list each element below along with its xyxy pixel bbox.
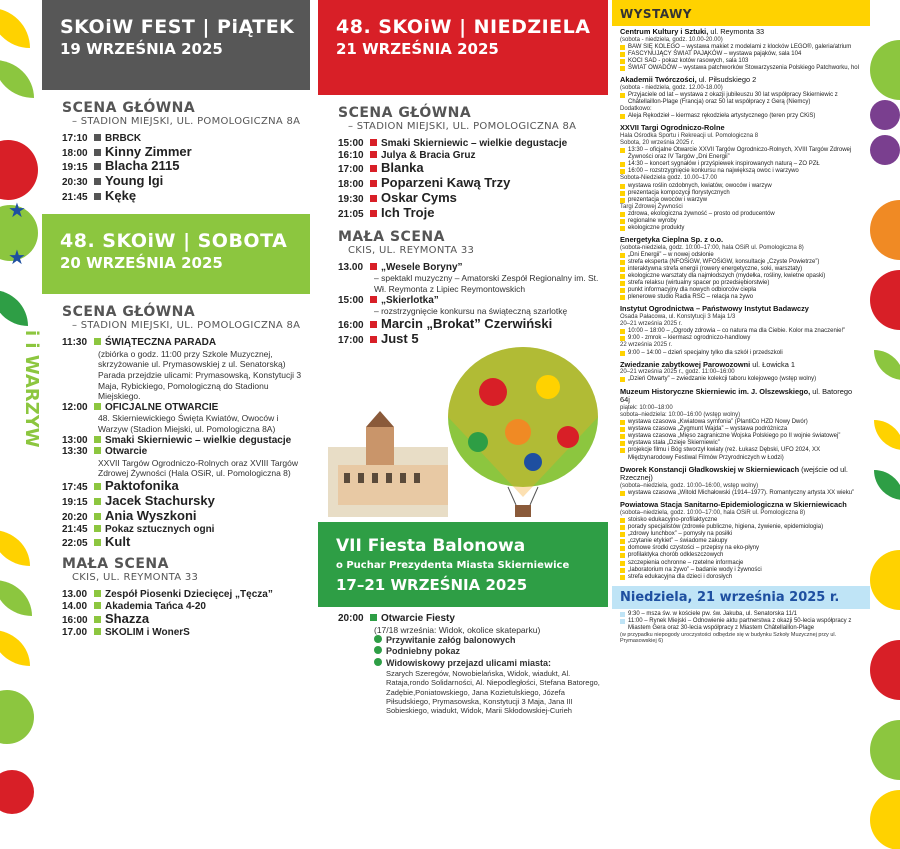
exhibit-block: XXVII Targi Ogrodniczo-Rolne Hala Ośrodka Sportu i Rekreacji ul. Pomologiczna 8 Sobota, 20 września 2025 r. 13:30 – oficjalne Otwarcie XXVII Targów Ogrodniczo-Rolnych, XVIII Targów Zdrowej Żywności oraz IV Targów „Dni Energii” 14:30 – koncert sygnałów i przyśpiewek inspirowanych naturą – ZO PZŁ 16:00 – rozstrzygnięcie konkursu na największą owoc i warzywo Sobota-Niedziela godz. 10.00–17.00 wystawa roślin ozdobnych, kwiatów, owoców i warzyw prezentacja kompozycji florystycznych prezentacja owoców i warzyw Targi Zdrowej Żywności zdrowa, ekologiczna żywność – prosto od producentów regionalne wyroby ekologiczne produkty bbox=[620, 123, 852, 231]
event-row: 19:30 Oskar Cyms bbox=[338, 189, 457, 205]
event-row: 11:30 ŚWIĄTECZNA PARADA bbox=[62, 337, 217, 349]
event-desc: (17/18 września: Widok, okolice skateparku) bbox=[374, 624, 541, 635]
balloon-illustration bbox=[318, 347, 608, 522]
event-row: 20:20 Ania Wyszkoni bbox=[62, 507, 197, 523]
event-row: 13.00 Zespół Piosenki Dziecięcej „Tęcza” bbox=[62, 589, 273, 601]
saturday-venue: SCENA GŁÓWNA – STADION MIEJSKI, UL. POMOLOGICZNA 8A bbox=[62, 304, 301, 332]
event-row: 17:00 Just 5 bbox=[338, 330, 419, 346]
exhibit-block: Instytut Ogrodnictwa – Państwowy Instytut Badawczy Osada Pałacowa, ul. Konstytucji 3 Maja 1/3 20–21 września 2025 r. 10:00 – 18:00 – „Ogrody zdrowia – co natura ma dla Ciebie. Kolor ma znaczenie!” 9:00 - zmrok – kiermasz ogrodniczo-handlowy 22 września 2025 r. 9:00 – 14:00 – dzień specjalny tylko dla szkół i przedszkoli bbox=[620, 304, 846, 356]
event-row: 19:15 Jacek Stachursky bbox=[62, 492, 215, 508]
event-desc: (zbiórka o godz. 11:00 przy Szkole Muzycznej, skrzyżowanie ul. Prymasowskiej z ul. Senatorską) Parada przejdzie ulicami: Prymasowską, Konstytucji 3 Maja, Rybickiego, Pomologiczną do Stadionu Miejskiego. bbox=[98, 348, 302, 402]
saturday-title: 48. SKOiW | SOBOTA bbox=[60, 230, 288, 253]
event-row: 15:00 „Skierlotka” bbox=[338, 294, 439, 306]
exhibit-block: Zwiedzanie zabytkowej Parowozowni ul. Łowicka 1 20–21 września 2025 r., godz. 11:00–16:00 „Dzień Otwarty” – zwiedzanie kolekcji taboru kolejowego (wstęp wolny) bbox=[620, 359, 817, 383]
event-row: 16:00 Marcin „Brokat” Czerwiński bbox=[338, 315, 553, 331]
event-row: 12:00 OFICJALNE OTWARCIE bbox=[62, 401, 219, 413]
event-row: 16:00 Shazza bbox=[62, 611, 150, 627]
event-row: 20:30 Young Igi bbox=[62, 173, 164, 189]
column-wystawy bbox=[612, 0, 870, 647]
event-row: 13:30 Otwarcie bbox=[62, 446, 148, 458]
saturday-small-events bbox=[42, 589, 310, 638]
exhibit-block: Centrum Kultury i Sztuki, ul. Reymonta 33 (sobota - niedziela, godz. 10.00-20.00) BAW SIĘ KOLEGO – wystawa makiet z modelami z klocków LEGO®, galeria/atrium FASCYNUJĄCY ŚWIAT PAJĄKÓW – wystawa pająków, sala 104 KOCI SAD - pokaz kotów rasowych, sala 103 ŚWIAT OWADÓW – wystawa patchworków Stowarzyszenia Polskiego Patchworku, hol bbox=[620, 27, 859, 72]
exhibit-block: Energetyka Cieplna Sp. z o.o. (sobota-niedziela, godz. 10:00–17:00, hala OSiR ul. Pomologiczna 8) „Dni Energii” – w nowej odsłonie strefa eksperta (NFOŚiGW, WFOŚiGW, konsultacje „Czyste Powietrze”) interaktywna strefa energii (rowery energetyczne, soki, warsztaty) ekologiczne warsztaty dla najmłodszych (mydełka, rośliny, kwietne opaski) strefa relaksu (wirtualny spacer po przedsiębiorstwie) punkt informacyjny dla nowych odbiorców ciepła plenerowe studio Radia RSC – relacja na żywo bbox=[620, 235, 826, 301]
event-row: 20:00 Otwarcie Fiesty bbox=[338, 613, 455, 624]
exhibit-block: Akademii Twórczości, ul. Piłsudskiego 2 (sobota - niedziela, godz. 12.00-18.00) Przyjaciele od lat – wystawa z okazji jubileuszu 30 lat współpracy Skierniewic z Châtellaillon-Plage (Francja) oraz 50 lat współpracy z Gerą (Niemcy) Dodatkowo: Aleja Rękodzieł – kiermasz rękodzieła artystycznego (teren przy CKiS) bbox=[620, 75, 838, 120]
exhibit-block: 9:30 – msza św. w kościele pw. św. Jakuba, ul. Senatorska 11/1 11:00 – Rynek Miejski – Odnowienie aktu partnerstwa z okazji 50-lecia współpracy z Miastem Gera oraz 30-lecia współpracy z Miastem Châtellaillon-Plage (w przypadku niepogody uroczystości odbędzie się w budynku Szkoły Muzycznej przy ul. Prymasowskiej 6) bbox=[620, 610, 852, 645]
left-decoration bbox=[0, 0, 42, 849]
right-decoration bbox=[870, 0, 900, 849]
friday-title: SKOiW FEST | PiĄTEK bbox=[60, 16, 295, 38]
event-row: 13:00 Smaki Skierniewic – wielkie degustacje bbox=[62, 434, 292, 446]
friday-events bbox=[42, 133, 310, 204]
star-icon: ★ bbox=[8, 247, 26, 269]
balloon-icon bbox=[318, 347, 608, 522]
exhibit-block: Muzeum Historyczne Skierniewic im. J. Olszewskiego, ul. Batorego 64j piątek: 10:00–18:00 sobota–niedziela: 10:00–16:00 (wstęp wolny) wystawa czasowa „Kwiatowa symfonia” (PlantiCo HZD Nowy Dwór) wystawa czasowa „Zygmunt Wajda” – wystawa podróżnicza wystawa czasowa „Mięso zagraniczne Wojska Polskiego po II wojnie światowej” wystawa stała „Dzieje Skierniewic” projekcje filmu i Bóg stworzył kwiaty (reż. Łukasz Dębski, UFO 2024, XX Międzynarodowy Festiwal Filmów Przyrodniczych w Łodzi) bbox=[620, 386, 853, 461]
saturday-date: 20 WRZEŚNIA 2025 bbox=[60, 254, 223, 272]
event-row: 22:05 Kult bbox=[62, 534, 131, 550]
sunday-events bbox=[318, 138, 608, 221]
fiesta-subtitle: o Puchar Prezydenta Miasta Skierniewice bbox=[336, 559, 570, 571]
event-desc: – spektakl muzyczny – Amatorski Zespół Regionalny im. St. Wł. Reymonta z Lipiec Reymontowskich bbox=[374, 273, 599, 294]
friday-date: 19 WRZEŚNIA 2025 bbox=[60, 39, 223, 58]
event-row: 18:00 Kinny Zimmer bbox=[62, 143, 192, 159]
friday-banner bbox=[42, 0, 310, 90]
event-desc: 48. Skierniewickiego Święta Kwiatów, Owoców i Warzyw (Stadion Miejski, ul. Pomologiczna 8A) bbox=[98, 413, 279, 434]
list-item: Podniebny pokaz bbox=[374, 646, 608, 657]
exhibit-block: Powiatowa Stacja Sanitarno-Epidemiologiczna w Skierniewicach (sobota–niedziela, godz. 10:00–17:00, hala OSiR ul. Pomologiczna 8) stoisko edukacyjno-profilaktyczne porady specjalistów (zdrowie publiczne, higiena, żywienie, epidemiologia) „zdrowy lunchbox” – pomysły na posiłki „czytanie etykiet” – świadome zakupy domowe środki czystości – przepisy na eko-płyny profilaktyka chorób odkleszczowych szczepienia ochronne – rzetelne informacje „laboratorium na żywo” – badanie wody i żywności strefa edukacyjna dla dzieci i dorosłych bbox=[620, 500, 847, 580]
fiesta-title: VII Fiesta Balonowa bbox=[336, 535, 526, 556]
side-text: i i WARZYW bbox=[21, 330, 42, 448]
saturday-banner bbox=[42, 214, 310, 294]
sunday-small-events bbox=[318, 262, 608, 347]
saturday-events bbox=[42, 337, 310, 550]
exhibit-block: Dworek Konstancji Gładkowskiej w Skierniewicach (wejście od ul. Rzecznej) (sobota–niedziela, godz. 10:00–16:00, wstęp wolny) wystawa czasowa „Witold Michałowski (1914–1977). Romantyczny artysta XX wieku” bbox=[620, 464, 855, 497]
saturday-small-venue: MAŁA SCENA CKIS, UL. REYMONTA 33 bbox=[62, 556, 199, 584]
sunday-small-venue: MAŁA SCENA CKIS, UL. REYMONTA 33 bbox=[338, 228, 475, 256]
event-row: 21:45 Kękę bbox=[62, 188, 137, 204]
event-row: 17:45 Paktofonika bbox=[62, 477, 179, 493]
event-row: 16:10 Julya & Bracia Gruz bbox=[338, 149, 476, 161]
column-sunday bbox=[318, 0, 608, 716]
list-item: Widowiskowy przejazd ulicami miasta: bbox=[374, 658, 608, 669]
fiesta-banner bbox=[318, 522, 608, 608]
event-row: 21:05 Ich Troje bbox=[338, 204, 435, 220]
event-row: 17:00 Blanka bbox=[338, 160, 424, 175]
wystawy-header: WYSTAWY bbox=[612, 0, 870, 26]
friday-venue: SCENA GŁÓWNA – STADION MIEJSKI, UL. POMOLOGICZNA 8A bbox=[62, 100, 301, 127]
fiesta-events bbox=[318, 613, 608, 716]
column-friday-saturday bbox=[42, 0, 310, 639]
event-row: 18:00 Poparzeni Kawą Trzy bbox=[338, 174, 511, 190]
event-row: 17:10 BRBCK bbox=[62, 133, 142, 144]
event-desc: – rozstrzygnięcie konkursu na świąteczną szarlotkę bbox=[374, 306, 568, 316]
sunday-title: 48. SKOiW | NIEDZIELA bbox=[336, 16, 591, 38]
sunday-exhibit-header: Niedziela, 21 września 2025 r. bbox=[612, 586, 870, 609]
fiesta-date: 17–21 WRZEŚNIA 2025 bbox=[336, 576, 528, 595]
sunday-venue: SCENA GŁÓWNA – STADION MIEJSKI, UL. POMOLOGICZNA 8A bbox=[338, 105, 577, 132]
event-row: 19:15 Blacha 2115 bbox=[62, 158, 180, 174]
event-desc: XXVII Targów Ogrodniczo-Rolnych oraz XVIII Targów Zdrowej Żywności (Hala OSiR, ul. Pomologiczna 8) bbox=[98, 457, 298, 479]
star-icon: ★ bbox=[8, 200, 26, 222]
event-row: 14.00 Akademia Tańca 4-20 bbox=[62, 600, 206, 612]
sunday-date: 21 WRZEŚNIA 2025 bbox=[336, 39, 499, 58]
event-row: 13.00 „Wesele Boryny” bbox=[338, 261, 463, 273]
sunday-banner bbox=[318, 0, 608, 95]
event-row: 15:00 Smaki Skierniewic – wielkie degustacje bbox=[338, 138, 568, 149]
event-row: 17.00 SKOLIM i WonerS bbox=[62, 627, 190, 639]
event-row: 21:45 Pokaz sztucznych ogni bbox=[62, 523, 215, 535]
fiesta-streets: Szarych Szeregów, Nowobielańska, Widok, wiadukt, Al. Rataja,rondo Solidarności, Al. Niepodległości, Stefana Batorego, Zadębie,Poniatowskiego, Jana Kozietulskiego, Józefa Piłsudskiego, Prymasowska, Konstytucji 3 Maja, Jana III Sobieskiego, wiadukt, Widok, Marii Skłodowskiej-Curieh bbox=[386, 668, 600, 716]
list-item: Przywitanie załóg balonowych bbox=[374, 635, 608, 646]
